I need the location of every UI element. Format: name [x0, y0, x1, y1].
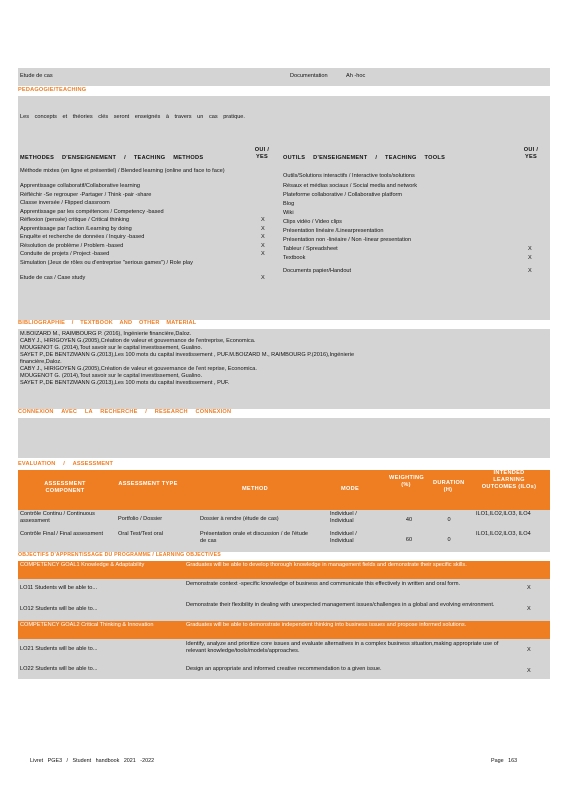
evaluation-title: EVALUATION / ASSESSMENT: [18, 461, 114, 467]
goal1-desc: Graduates will be able to develop thorough knowledge in management fields and demonstrate their specific skills.: [186, 562, 467, 568]
method-item: Apprentissage collaboratif/Collaborative learning: [20, 183, 141, 189]
pedagogie-title: PEDAGOGIE/TEACHING: [18, 87, 87, 93]
biblio-line: MOUGENOT G. (2014),Tout savoir sur le capital investissement, Gualino.: [20, 372, 203, 379]
footer-page: Page 163: [491, 758, 518, 764]
goal1-left: COMPETENCY GOAL1 Knowledge & Adaptability: [20, 562, 145, 568]
method-item: Simulation (Jeux de rôles ou d'entreprise "serious games") / Role play: [20, 259, 193, 266]
objectives-title: OBJECTIFS D'APPRENTISSAGE DU PROGRAMME / LEARNING OBJECTIVES: [18, 552, 221, 558]
method-item: Réflexion (pensée) critique / Critical thinking X: [20, 217, 265, 223]
tool-item: Tableur / Spreadsheet X: [283, 245, 532, 252]
lo-mark: X: [527, 647, 531, 653]
tool-item: Clips vidéo / Video clips: [283, 218, 342, 225]
assessment-col-type: ASSESSMENT TYPE: [118, 481, 178, 487]
methods-col3-title: OUTILS D'ENSEIGNEMENT / TEACHING TOOLS: [283, 155, 446, 161]
assessment-cell: 60: [405, 537, 413, 543]
biblio-line: financière,Daloz.: [20, 358, 62, 365]
assessment-col-method: METHOD: [241, 486, 269, 492]
assessment-cell: Contrôle Continu / Continuous assessment: [20, 511, 95, 524]
lo-mark: X: [527, 668, 531, 674]
connexion-title: CONNEXION AVEC LA RECHERCHE / RESEARCH CONNEXION: [18, 409, 232, 415]
assessment-col-duration: DURATION (H): [433, 480, 465, 493]
method-item: Apprentissage par les compétences / Competency -based: [20, 208, 164, 215]
lo-code: LO21 Students will be able to...: [20, 646, 98, 652]
biblio-line: SAYET P.,DE BENTZMANN G.(2013),Les 100 mots du capital investissement , PUF.M.BOIZARD M., RAIMBOURG P.(2016),Ingénierie: [20, 351, 355, 358]
assessment-col-mode: MODE: [341, 486, 359, 492]
footer-left: Livret PGE3 / Student handbook 2021 -2022: [30, 758, 155, 764]
header-adhoc: Ah -hoc: [346, 73, 366, 79]
lo-mark: X: [527, 585, 531, 591]
assessment-col-weighting: WEIGHTING (%): [389, 475, 425, 488]
methods-col4-title: OUI / YES: [523, 147, 539, 160]
assessment-cell: Oral Test/Test oral: [118, 531, 163, 537]
pedagogie-text: Les concepts et théories clés seront enseignés à travers un cas pratique.: [20, 114, 245, 120]
lo-code: LO22 Students will be able to...: [20, 666, 98, 672]
lo-code: LO11 Students will be able to...: [20, 585, 98, 591]
biblio-line: SAYET P.,DE BENTZMANN G.(2013),Les 100 mots du capital investissement , PUF.: [20, 379, 230, 386]
assessment-cell: Individuel / Individual: [330, 531, 357, 544]
header-band: [18, 68, 550, 86]
biblio-line: M.BOIZARD M., RAIMBOURG P. (2016), Ingénierie financière,Daloz.: [20, 331, 192, 337]
tool-item: Présentation non -linéaire / Non -linear presentation: [283, 236, 412, 243]
biblio-line: CABY J., HIRIGOYEN G.(2005),Création de valeur et gouvernance de l'entreprise, Economica.: [20, 337, 256, 344]
lo-text: Demonstrate context -specific knowledge of business and communicate this effectively in written and oral form.: [186, 581, 461, 587]
header-left: Etude de cas: [20, 73, 53, 79]
assessment-row: [18, 511, 550, 531]
lo-text: Demonstrate their flexibility in dealing with unexpected management issues/challenges in a global and evolving environment.: [186, 602, 495, 608]
assessment-cell: Individuel / Individual: [330, 511, 357, 524]
assessment-col-component: ASSESSMENT COMPONENT: [44, 481, 86, 494]
tool-item: Wiki: [283, 209, 294, 216]
methods-right-list: [283, 173, 545, 277]
biblio-title: BIBLIOGRAPHIE / TEXTBOOK AND OTHER MATERIAL: [18, 320, 197, 326]
methods-col2-title: OUI / YES: [254, 147, 270, 160]
assessment-cell: Dossier à rendre (étude de cas): [200, 516, 279, 522]
assessment-cell: 0: [447, 517, 451, 523]
assessment-cell: 0: [447, 537, 451, 543]
method-item: Apprentissage par l'action /Learning by doing X: [20, 225, 265, 232]
methods-left-list: [20, 168, 272, 283]
biblio-line: MOUGENOT G. (2014),Tout savoir sur le capital investissement, Gualino.: [20, 344, 203, 351]
assessment-row: [18, 531, 550, 551]
tool-item: Documents papier/Handout X: [283, 267, 532, 274]
biblio-list: [20, 331, 520, 387]
assessment-col-ilos: INTENDED LEARNING OUTCOMES (ILOs): [481, 470, 537, 490]
goal2-desc: Graduates will be able to demonstrate independent thinking into business issues and propose informed solutions.: [186, 622, 467, 628]
assessment-cell: 40: [405, 517, 413, 523]
method-item: Enquête et recherche de données / Inquiry -based X: [20, 234, 265, 240]
header-documentation: Documentation: [290, 73, 328, 79]
assessment-cell: Présentation orale et discussion / de l'étude de cas: [200, 531, 309, 544]
connexion-band: [18, 418, 550, 458]
tool-item: Blog: [283, 200, 295, 207]
method-item: Résolution de problème / Problem -based X: [20, 242, 265, 249]
method-item: Classe inversée / Flipped classroom: [20, 200, 110, 206]
lo-mark: X: [527, 606, 531, 612]
goal2-left: COMPETENCY GOAL2 Critical Thinking & Innovation: [20, 622, 154, 628]
lo-text: Design an appropriate and informed creative recommendation to a given issue.: [186, 666, 382, 672]
assessment-cell: Contrôle Final / Final assessment: [20, 531, 104, 537]
method-item: Méthode mixtes (en ligne et présentiel) / Blended learning (online and face to face): [20, 168, 225, 174]
tool-item: Textbook X: [283, 254, 532, 261]
assessment-cell: Portfolio / Dossier: [118, 516, 163, 522]
biblio-line: CABY J., HIRIGOYEN G.(2005),Création de valeur et gouvernance de l'ent reprise, Economica.: [20, 365, 257, 372]
method-item: Etude de cas / Case study X: [20, 274, 265, 281]
assessment-cell: ILO1,ILO2,ILO3, ILO4: [476, 511, 531, 517]
tool-item: Résaux et médias sociaux / Social media and network: [283, 182, 418, 189]
tool-item: Plateforme collaborative / Collaborative platform: [283, 191, 403, 198]
method-item: Réfléchir -Se regrouper -Partager / Think -pair -share: [20, 191, 152, 198]
tool-item: Présentation linéaire /Linearpresentation: [283, 227, 384, 234]
method-item: Conduite de projets / Project -based X: [20, 251, 265, 257]
tool-item: Outils/Solutions interactifs / Interactive tools/solutions: [283, 173, 415, 179]
lo-text: Identify, analyze and prioritize core issues and evaluate alternatives in a complex business situation,making appropriate use of relevant knowledge/tools/models/approaches.: [186, 641, 499, 654]
assessment-cell: ILO1,ILO2,ILO3, ILO4: [476, 531, 531, 537]
lo-code: LO12 Students will be able to...: [20, 606, 98, 612]
methods-col1-title: METHODES D'ENSEIGNEMENT / TEACHING METHODS: [20, 155, 204, 161]
